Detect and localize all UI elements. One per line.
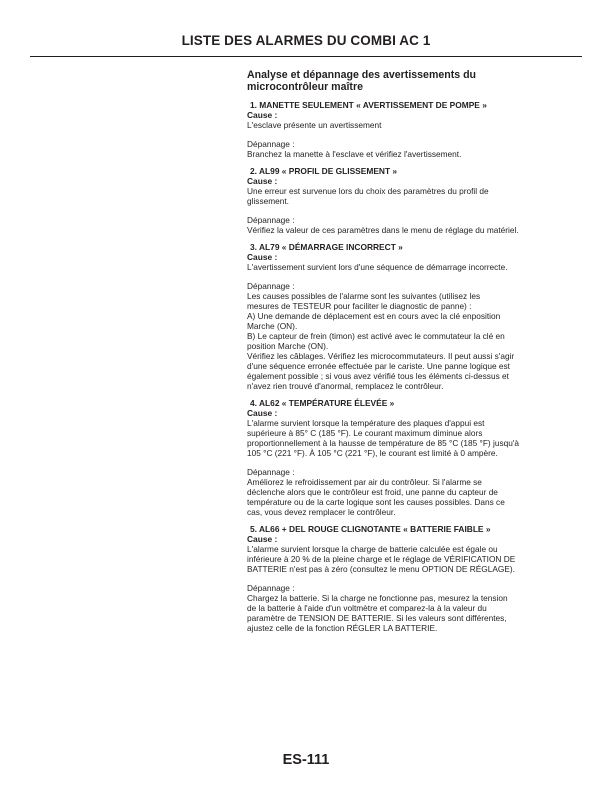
troubleshooting-text-line: Chargez la batterie. Si la charge ne fonctionne pas, mesurez la tension [247, 593, 508, 603]
troubleshooting-text-line: position Marche (ON). [247, 341, 329, 351]
troubleshooting-label: Dépannage : [247, 215, 295, 225]
troubleshooting-label: Dépannage : [247, 467, 295, 477]
troubleshooting-label: Dépannage : [247, 583, 295, 593]
cause-text-line: BATTERIE n'est pas à zéro (consultez le menu OPTION DE RÉGLAGE). [247, 564, 515, 574]
alarm-list [247, 100, 562, 633]
troubleshooting-text-line: de la batterie à l'aide d'un voltmètre et comparez-la à la valeur du [247, 603, 487, 613]
alarm-item [247, 398, 562, 517]
troubleshooting-text-line: A) Une demande de déplacement est en cours avec la clé enposition [247, 311, 501, 321]
main-content [247, 70, 562, 633]
troubleshooting-text-line: B) Le capteur de frein (timon) est activé avec le commutateur la clé en [247, 331, 505, 341]
troubleshooting-text-line: Marche (ON). [247, 321, 298, 331]
cause-text-line: proportionnellement à la hausse de température de 85 °C (185 °F) jusqu'à [247, 438, 520, 448]
section-title [247, 70, 562, 93]
alarm-item [247, 242, 562, 391]
alarm-heading: 2. AL99 « PROFIL DE GLISSEMENT » [250, 166, 398, 176]
cause-text-line: L'alarme survient lorsque la température des plaques d'appui est [247, 418, 485, 428]
alarm-heading: 1. MANETTE SEULEMENT « AVERTISSEMENT DE POMPE » [250, 100, 487, 110]
cause-label: Cause : [247, 176, 278, 186]
troubleshooting-text-line: Améliorez le refroidissement par air du contrôleur. Si l'alarme se [247, 477, 482, 487]
paragraph-spacer [247, 272, 562, 281]
page-number: ES-111 [282, 752, 330, 768]
troubleshooting-text-line: ajustez celle de la fonction RÉGLER LA BATTERIE. [247, 623, 438, 633]
troubleshooting-text-line: n'avez rien trouvé d'anormal, remplacez le contrôleur. [247, 381, 444, 391]
page-title: LISTE DES ALARMES DU COMBI AC 1 [181, 33, 431, 48]
troubleshooting-text-line: paramètre de TENSION DE BATTERIE. Si les valeurs sont différentes, [247, 613, 507, 623]
troubleshooting-text-line: également possible ; si vous avez vérifié tous les éléments ci-dessus et [247, 371, 509, 381]
cause-label: Cause : [247, 110, 278, 120]
troubleshooting-label: Dépannage : [247, 281, 295, 291]
cause-text-line: inférieure à 20 % de la pleine charge et le réglage de VÉRIFICATION DE [247, 554, 516, 564]
cause-text-line: Une erreur est survenue lors du choix des paramètres du profil de [247, 186, 489, 196]
alarm-heading: 5. AL66 + DEL ROUGE CLIGNOTANTE « BATTERIE FAIBLE » [250, 524, 491, 534]
troubleshooting-text-line: d'une séquence erronée effectuée par le cariste. Une panne logique est [247, 361, 510, 371]
cause-text-line: glissement. [247, 196, 289, 206]
alarm-heading: 4. AL62 « TEMPÉRATURE ÉLEVÉE » [250, 398, 395, 408]
cause-text-line: L'alarme survient lorsque la charge de batterie calculée est égale ou [247, 544, 498, 554]
troubleshooting-text-line: Branchez la manette à l'esclave et vérifiez l'avertissement. [247, 149, 462, 159]
troubleshooting-text-line: mesures de TESTEUR pour faciliter le diagnostic de panne) : [247, 301, 472, 311]
cause-text-line: 105 °C (221 °F). À 105 °C (221 °F), le courant est limité à 0 ampère. [247, 448, 498, 458]
troubleshooting-text-line: température ou de la carte logique sont les causes possibles. Dans ce [247, 497, 505, 507]
paragraph-spacer [247, 574, 562, 583]
section-title-line: Analyse et dépannage des avertissements du [247, 69, 477, 81]
troubleshooting-label: Dépannage : [247, 139, 295, 149]
cause-text-line: L'avertissement survient lors d'une séquence de démarrage incorrecte. [247, 262, 508, 272]
paragraph-spacer [247, 206, 562, 215]
troubleshooting-text-line: cas, vous devez remplacer le contrôleur. [247, 507, 396, 517]
cause-label: Cause : [247, 534, 278, 544]
header-divider [30, 56, 582, 57]
cause-text-line: supérieure à 85° C (185 °F). Le courant maximum diminue alors [247, 428, 483, 438]
troubleshooting-text-line: Les causes possibles de l'alarme sont les suivantes (utilisez les [247, 291, 481, 301]
section-title-line: microcontrôleur maître [247, 80, 363, 93]
troubleshooting-text-line: Vérifiez la valeur de ces paramètres dans le menu de réglage du matériel. [247, 225, 519, 235]
alarm-item [247, 166, 562, 235]
paragraph-spacer [247, 130, 562, 139]
troubleshooting-text-line: déclenche alors que le contrôleur est froid, une panne du capteur de [247, 487, 498, 497]
cause-text-line: L'esclave présente un avertissement [247, 120, 382, 130]
alarm-item [247, 524, 562, 633]
alarm-item [247, 100, 562, 159]
cause-label: Cause : [247, 252, 278, 262]
troubleshooting-text-line: Vérifiez les câblages. Vérifiez les microcommutateurs. Il peut aussi s'agir [247, 351, 515, 361]
alarm-heading: 3. AL79 « DÉMARRAGE INCORRECT » [250, 242, 403, 252]
paragraph-spacer [247, 458, 562, 467]
cause-label: Cause : [247, 408, 278, 418]
